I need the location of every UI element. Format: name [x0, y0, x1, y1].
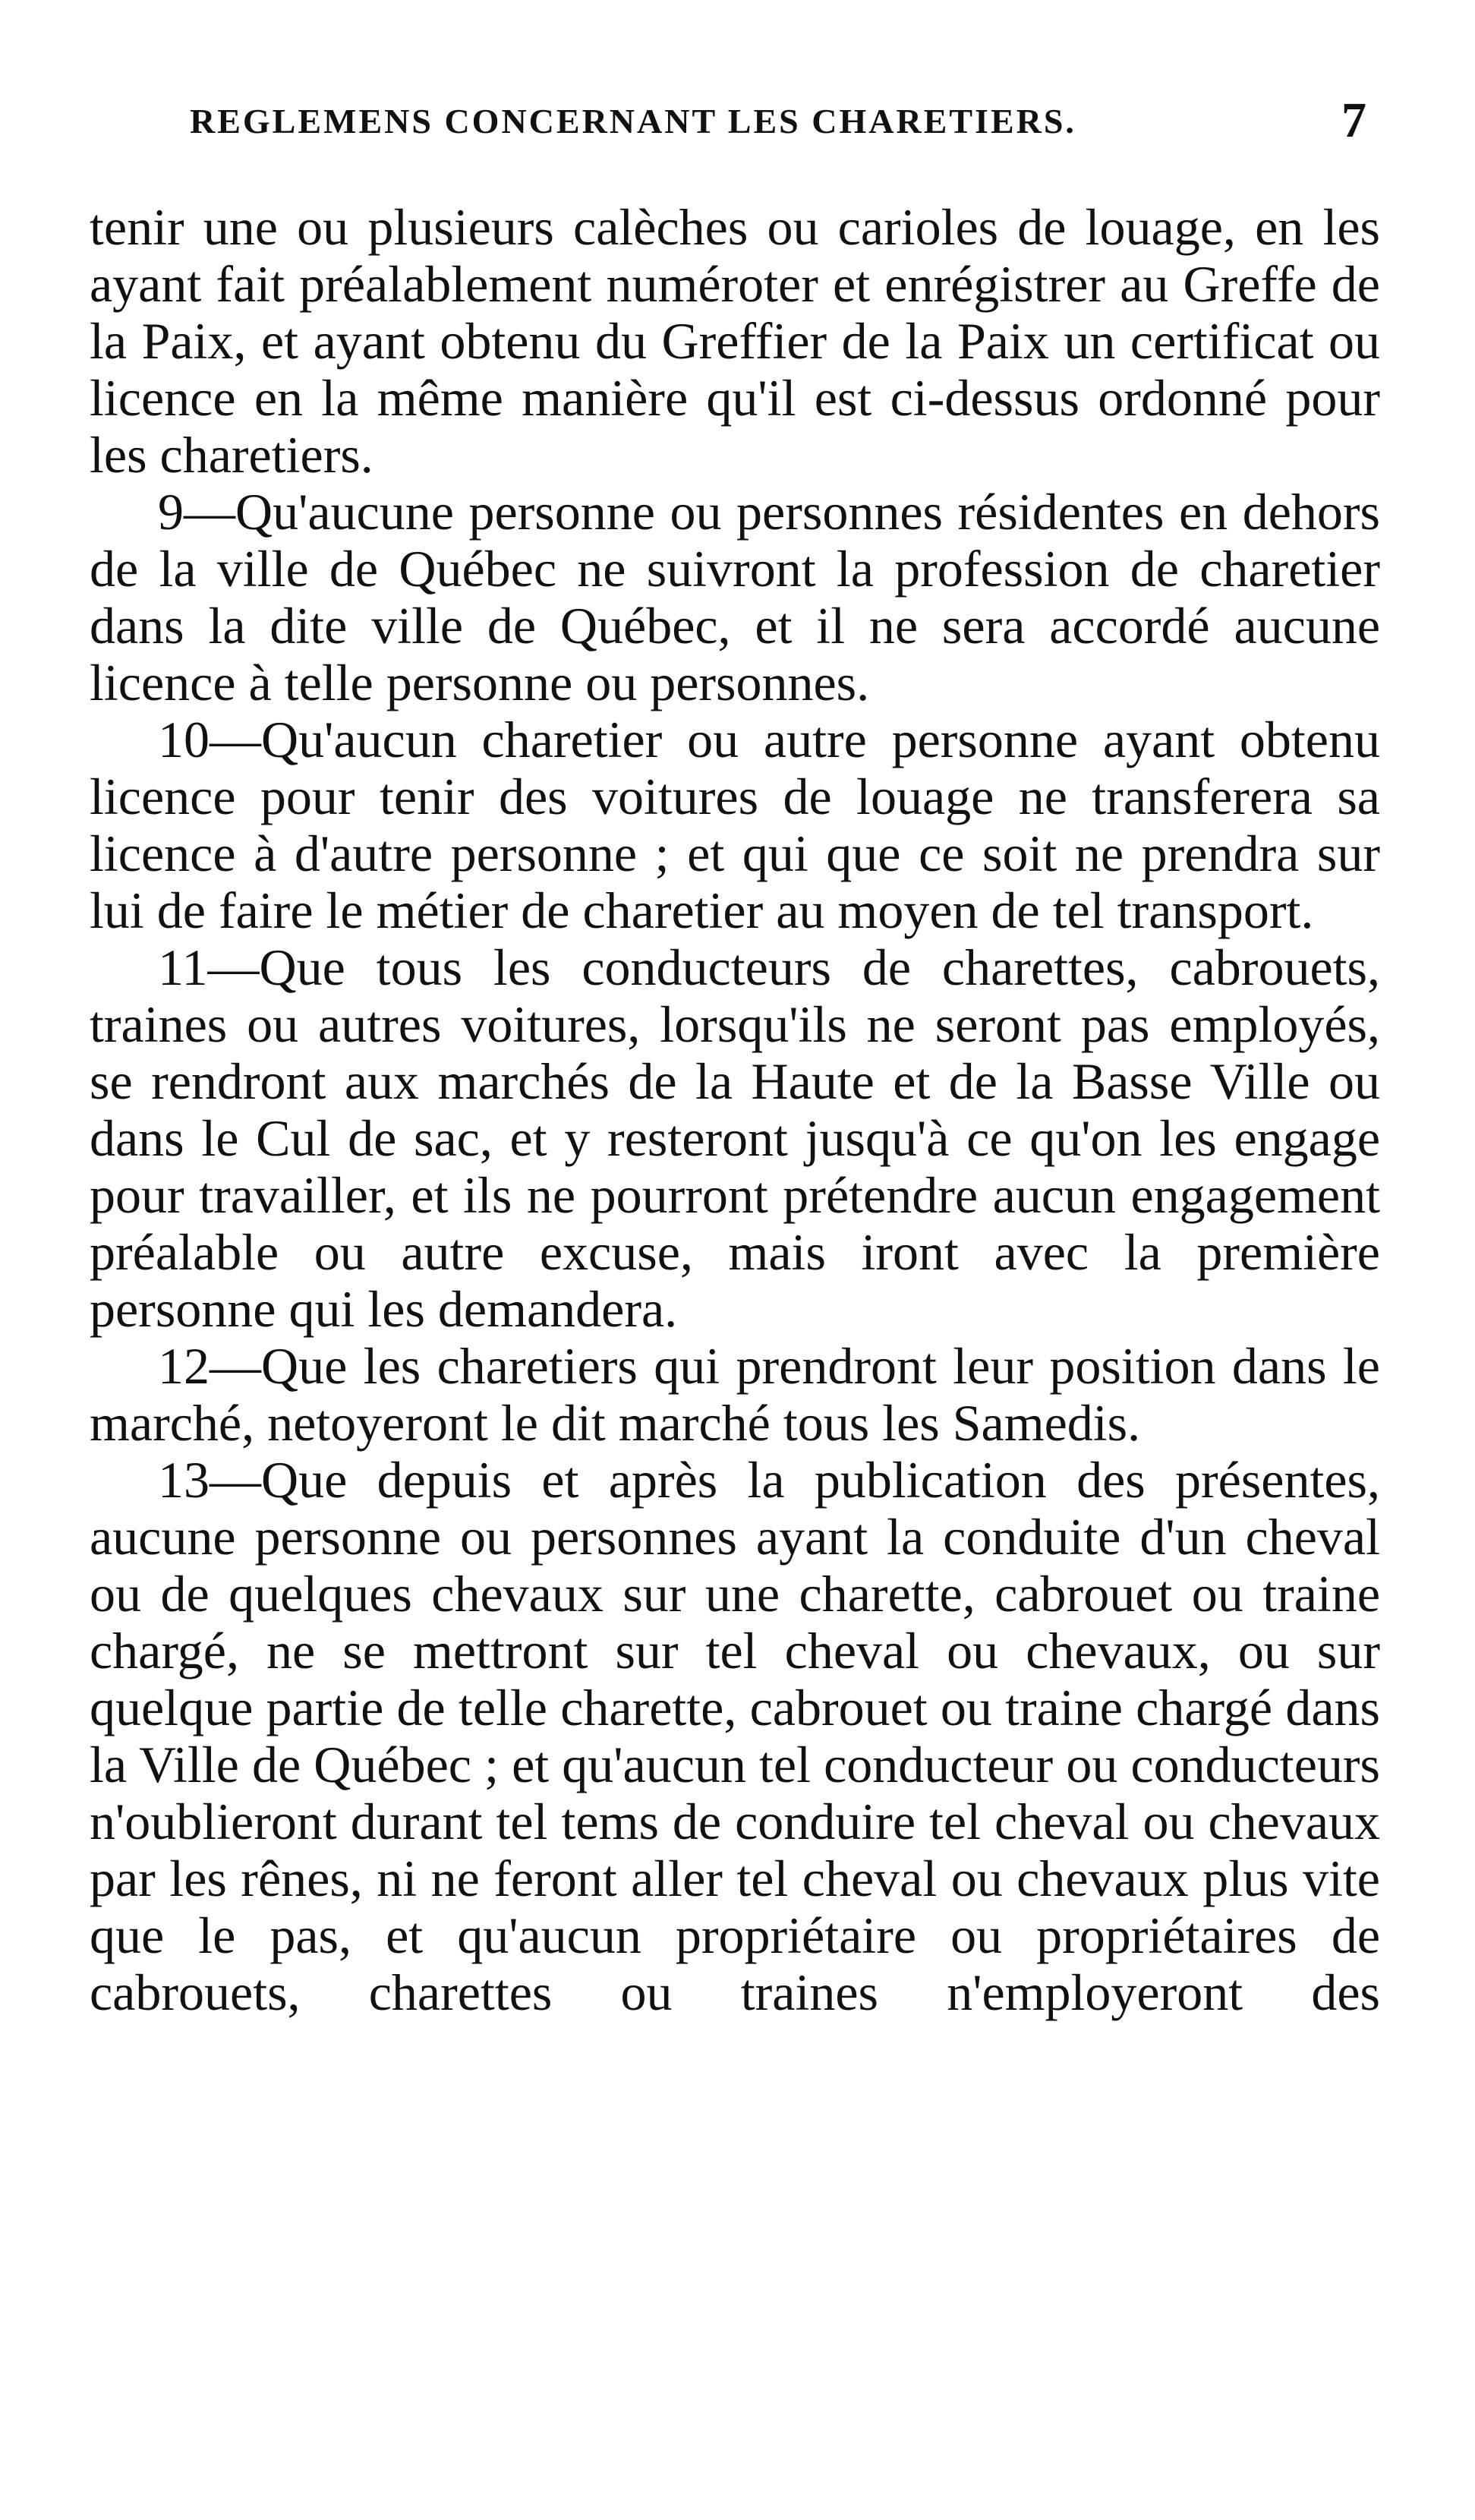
article-11: 11—Que tous les conducteurs de charettes, cabrouets, traines ou autres voitures, lorsqu'ils ne seront pas employés, se rendront aux marchés de la Haute et de la Basse Ville ou dans le Cul de sac, et y resteront jusqu'à ce qu'on les engage pour travailler, et ils ne pourront prétendre aucun engagement préalable ou autre excuse, mais iront avec la première personne qui les demandera. — [90, 938, 1380, 1338]
article-12: 12—Que les charetiers qui prendront leur position dans le marché, netoyeront le dit marché tous les Samedis. — [90, 1337, 1380, 1452]
article-10: 10—Qu'aucun charetier ou autre personne ayant obtenu licence pour tenir des voitures de louage ne transferera sa licence à d'autre personne ; et qui que ce soit ne prendra sur lui de faire le métier de charetier au moyen de tel transport. — [90, 711, 1380, 939]
body-text — [90, 199, 1380, 2021]
article-13: 13—Que depuis et après la publication des présentes, aucune personne ou personnes ayant la conduite d'un cheval ou de quelques chevaux sur une charette, cabrouet ou traine chargé, ne se mettront sur tel cheval ou chevaux, ou sur quelque partie de telle charette, cabrouet ou traine chargé dans la Ville de Québec ; et qu'aucun tel conducteur ou conducteurs n'oublieront durant tel tems de conduire tel cheval ou chevaux par les rênes, ni ne feront aller tel cheval ou chevaux plus vite que le pas, et qu'aucun propriétaire ou propriétaires de cabrouets, charettes ou traines n'employeront des — [90, 1451, 1380, 2021]
article-9: 9—Qu'aucune personne ou personnes résidentes en dehors de la ville de Québec ne suivront la profession de charetier dans la dite ville de Québec, et il ne sera accordé aucune licence à telle personne ou personnes. — [90, 483, 1380, 711]
running-head: REGLEMENS CONCERNANT LES CHARETIERS. — [190, 102, 1076, 140]
page-header — [175, 87, 1366, 156]
page-number: 7 — [1341, 93, 1366, 148]
paragraph-continuation: tenir une ou plusieurs calèches ou carioles de louage, en les ayant fait préalablement numéroter et enrégistrer au Greffe de la Paix, et ayant obtenu du Greffier de la Paix un certificat ou licence en la même manière qu'il est ci-dessus ordonné pour les charetiers. — [90, 198, 1380, 484]
